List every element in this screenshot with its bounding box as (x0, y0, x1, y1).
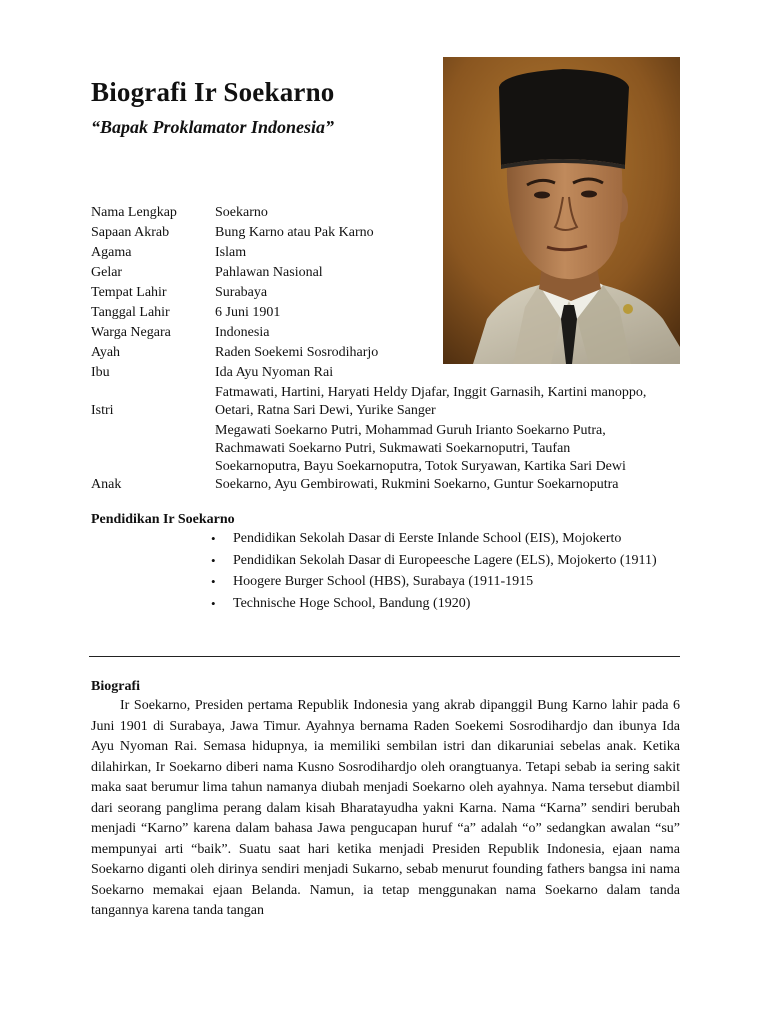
education-item-text: Pendidikan Sekolah Dasar di Eerste Inlande School (EIS), Mojokerto (233, 531, 622, 546)
info-row-title (91, 263, 651, 283)
education-heading: Pendidikan Ir Soekarno (91, 512, 235, 527)
document-subtitle: “Bapak Proklamator Indonesia” (91, 117, 335, 137)
education-item (211, 594, 663, 615)
bullet-icon: • (211, 531, 216, 546)
bullet-icon: • (211, 574, 216, 589)
education-item (211, 551, 663, 572)
education-list (211, 529, 663, 615)
info-label: Tanggal Lahir (91, 305, 170, 320)
education-item-text: Hoogere Burger School (HBS), Surabaya (1911-1915 (233, 574, 534, 589)
education-item (211, 572, 663, 593)
education-item-text: Pendidikan Sekolah Dasar di Europeesche Lagere (ELS), Mojokerto (1911) (233, 552, 657, 568)
info-row-children (91, 421, 651, 495)
info-row-birthplace (91, 283, 651, 303)
info-row-father (91, 343, 651, 363)
info-label: Nama Lengkap (91, 205, 177, 220)
info-label: Agama (91, 245, 132, 260)
info-row-wives (91, 383, 651, 421)
info-row-nickname (91, 223, 651, 243)
education-item-text: Technische Hoge School, Bandung (1920) (233, 595, 471, 611)
info-row-religion (91, 243, 651, 263)
info-label: Ayah (91, 345, 121, 360)
info-value: Megawati Soekarno Putri, Mohammad Guruh Irianto Soekarno Putra, Rachmawati Soekarno Putri, Sukmawati Soekarnoputri, Taufan Soekarnoputra, Bayu Soekarnoputra, Totok Suryawan, Kartika Sari Dewi Soekarno, Ayu Gembirowati, Rukmini Soekarno, Guntur Soekarnoputra (215, 423, 626, 492)
biography-heading: Biografi (91, 679, 140, 694)
personal-info-table (91, 203, 651, 495)
section-divider (89, 656, 680, 657)
info-value: Bung Karno atau Pak Karno (215, 225, 374, 240)
info-value: Ida Ayu Nyoman Rai (215, 365, 334, 380)
info-row-birthdate (91, 303, 651, 323)
info-label: Tempat Lahir (91, 285, 167, 300)
info-label: Sapaan Akrab (91, 225, 170, 240)
education-item (211, 529, 663, 550)
info-row-full-name (91, 203, 651, 223)
bullet-icon: • (211, 552, 216, 568)
info-value: Fatmawati, Hartini, Haryati Heldy Djafar, Inggit Garnasih, Kartini manoppo, Oetari, Ratna Sari Dewi, Yurike Sanger (215, 385, 647, 418)
info-label: Ibu (91, 365, 110, 380)
bullet-icon: • (211, 595, 216, 611)
info-value: 6 Juni 1901 (215, 305, 281, 320)
info-label: Anak (91, 477, 122, 492)
info-label: Warga Negara (91, 325, 171, 340)
info-row-citizenship (91, 323, 651, 343)
info-value: Soekarno (215, 205, 268, 220)
info-value: Surabaya (215, 285, 268, 300)
info-label: Gelar (91, 265, 123, 280)
biography-paragraph: Ir Soekarno, Presiden pertama Republik Indonesia yang akrab dipanggil Bung Karno lahir pada 6 Juni 1901 di Surabaya, Jawa Timur. Ayahnya bernama Raden Soekemi Sosrodihardjo dan ibunya Ida Ayu Nyoman Rai. Semasa hidupnya, ia memiliki sembilan istri dan dikaruniai sebelas anak. Ketika dilahirkan, Ir Soekarno diberi nama Kusno Sosrodihardjo oleh orangtuanya. Tetapi sebab ia sering sakit maka saat berumur lima tahun namanya diubah menjadi Soekarno oleh ayahnya. Nama tersebut diambil dari seorang panglima perang dalam kisah Bharatayudha yakni Karna. Nama “Karna” sendiri berubah menjadi “Karno” karena dalam bahasa Jawa pengucapan huruf “a” adalah “o” sedangkan awalan “su” mempunyai arti “baik”. Suatu saat hari ketika menjadi Presiden Republik Indonesia, ejaan nama Soekarno diganti oleh dirinya sendiri menjadi Sukarno, sebab menurut founding fathers bangsa ini nama Soekarno memakai ejaan Belanda. Namun, ia tetap menggunakan nama Soekarno dalam tanda tangannya karena tanda tangan (91, 698, 680, 918)
info-value: Indonesia (215, 325, 270, 340)
info-value: Raden Soekemi Sosrodiharjo (215, 345, 379, 360)
info-row-mother (91, 363, 651, 383)
info-label: Istri (91, 403, 114, 418)
info-value: Pahlawan Nasional (215, 265, 323, 280)
document-title: Biografi Ir Soekarno (91, 77, 335, 107)
info-value: Islam (215, 245, 247, 260)
